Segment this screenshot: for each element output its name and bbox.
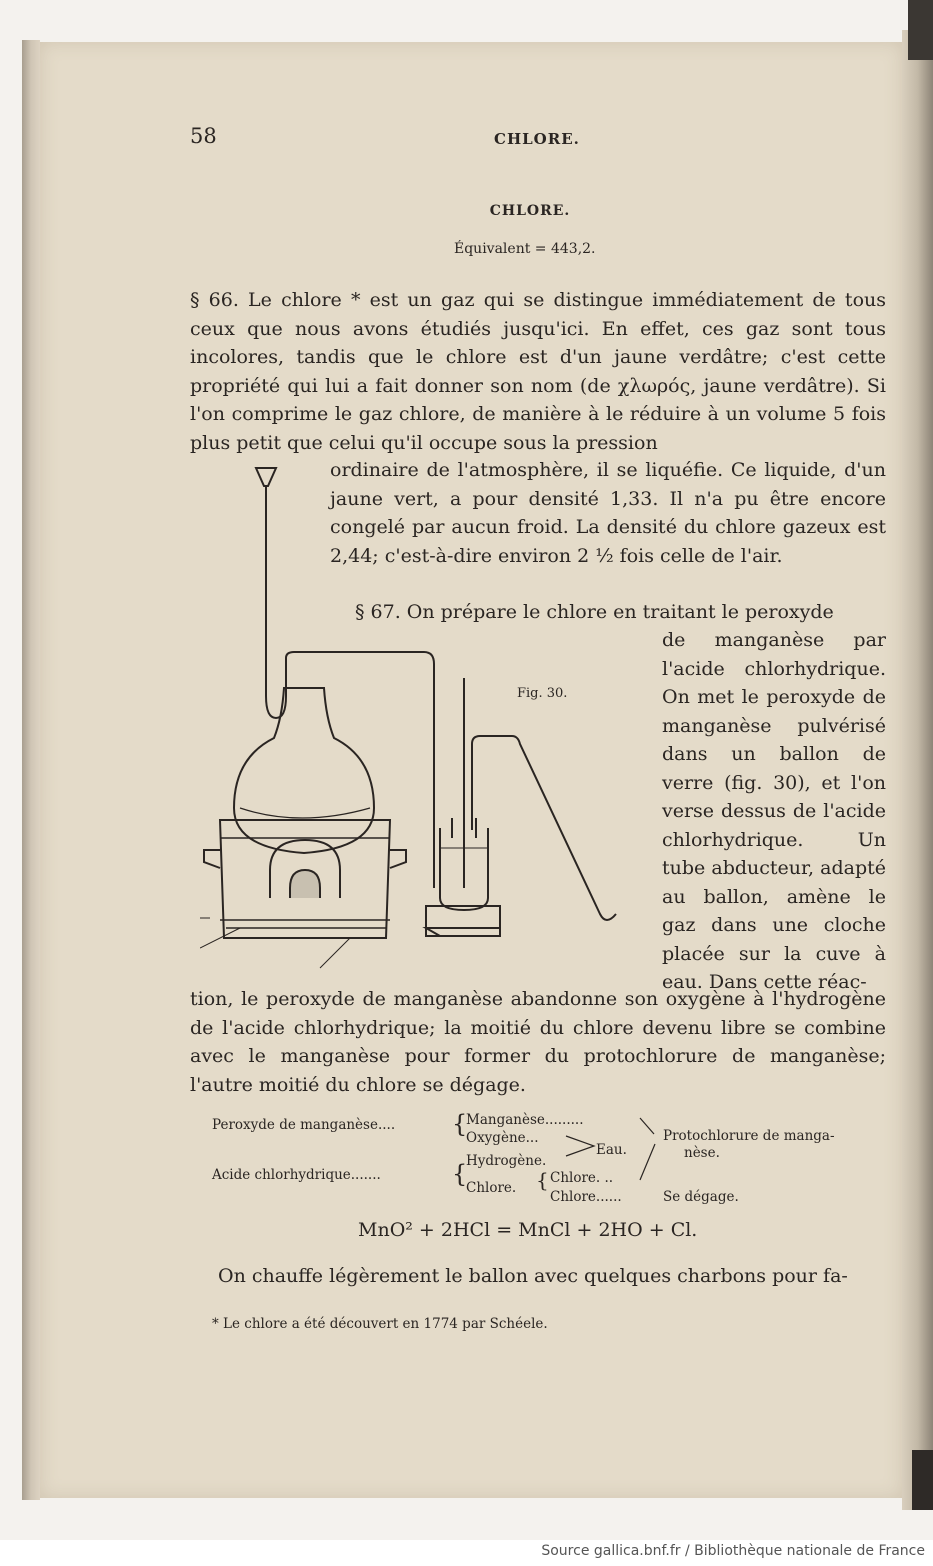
product-protochlorure-2: nèse. xyxy=(684,1145,720,1161)
brace-1: { xyxy=(452,1110,468,1138)
component-manganese: Manganèse......... xyxy=(466,1112,584,1128)
component-chlore-2: Chlore...... xyxy=(550,1189,622,1205)
chemical-equation: MnO² + 2HCl = MnCl + 2HO + Cl. xyxy=(358,1219,698,1241)
reactant-acide: Acide chlorhydrique....... xyxy=(212,1167,381,1183)
section-title: CHLORE. xyxy=(489,203,571,219)
source-credit: Source gallica.bnf.fr / Bibliothèque nationale de France xyxy=(541,1543,925,1559)
binding-shadow-top xyxy=(908,0,933,60)
funnel-icon xyxy=(256,468,276,486)
product-protochlorure-1: Protochlorure de manga- xyxy=(663,1128,835,1144)
paragraph-67-end: tion, le peroxyde de manganèse abandonne son oxygène à l'hydrogène de l'acide chlorhydrique; la moitié du chlore devenu libre se combine avec le manganèse pour former du protochlorure de manganèse; l'autre moitié du chlore se dégage. xyxy=(190,988,886,1096)
brace-2: { xyxy=(452,1160,468,1188)
brace-3: { xyxy=(536,1168,549,1192)
product-eau: Eau. xyxy=(596,1142,627,1158)
paragraph-67-column: de manganèse par l'acide chlorhydrique. On met le peroxyde de manganèse pulvérisé dans un ballon de verre (fig. 30), et l'on verse dessus de l'acide chlorhydrique. Un tube abducteur, adapté au ballon, amène le gaz dans une cloche placée sur la cuve à eau. Dans cette réac- xyxy=(662,629,886,993)
component-oxygene: Oxygène... xyxy=(466,1130,539,1146)
page-number: 58 xyxy=(190,124,217,148)
component-hydrogene: Hydrogène. xyxy=(466,1153,547,1169)
running-title: CHLORE. xyxy=(494,130,580,148)
page-edge-left xyxy=(22,40,40,1500)
component-chlore-1: Chlore. .. xyxy=(550,1170,614,1186)
paragraph-66-continued: ordinaire de l'atmosphère, il se liquéfie. Ce liquide, d'un jaune vert, a pour densité 1,33. Il n'a pu être encore congelé par aucun froid. La densité du chlore gazeux est 2,44; c'est-à-dire environ 2 ½ fois celle de l'air. xyxy=(330,459,886,567)
page-edge-right xyxy=(902,30,933,1510)
paragraph-last: On chauffe légèrement le ballon avec quelques charbons pour fa- xyxy=(218,1265,848,1287)
figure-30-apparatus xyxy=(200,458,650,978)
product-degage: Se dégage. xyxy=(663,1189,739,1205)
reactant-peroxyde: Peroxyde de manganèse.... xyxy=(212,1117,396,1133)
equivalent-value: Équivalent = 443,2. xyxy=(454,241,596,257)
flask-icon xyxy=(234,688,374,853)
paragraph-67-start: § 67. On prépare le chlore en traitant le peroxyde xyxy=(355,601,834,623)
binding-shadow-bottom xyxy=(912,1450,933,1510)
paragraph-66: § 66. Le chlore * est un gaz qui se distingue immédiatement de tous ceux que nous avons étudiés jusqu'ici. En effet, ces gaz sont tous incolores, tandis que le chlore est d'un jaune verdâtre; c'est cette propriété qui lui a fait donner son nom (de χλωρός, jaune verdâtre). Si l'on comprime le gaz chlore, de manière à le réduire à un volume 5 fois plus petit que celui qu'il occupe sous la pression xyxy=(190,289,886,454)
component-chlore: Chlore. xyxy=(466,1180,517,1196)
outlet-tube xyxy=(472,736,616,920)
reaction-arrows xyxy=(560,1114,670,1194)
footnote: * Le chlore a été découvert en 1774 par Schéele. xyxy=(212,1316,548,1332)
figure-label: Fig. 30. xyxy=(517,686,568,701)
